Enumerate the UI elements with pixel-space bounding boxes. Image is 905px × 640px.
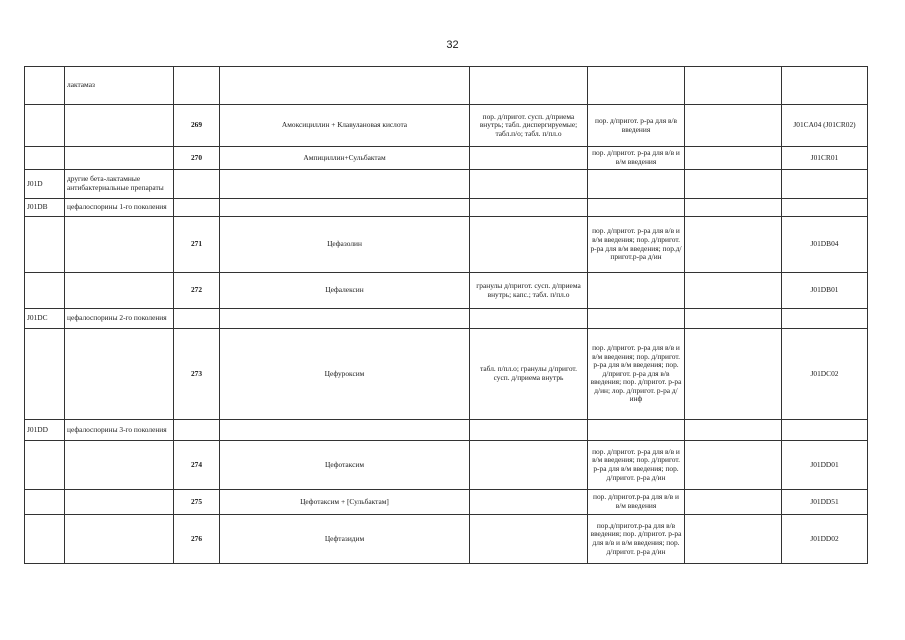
dosage-form-injection <box>588 199 685 217</box>
atc-code: J01DB01 <box>782 273 868 309</box>
row-number: 275 <box>174 490 220 515</box>
empty-cell <box>685 329 782 420</box>
dosage-form <box>470 309 588 329</box>
drug-name <box>220 309 470 329</box>
empty-cell <box>685 309 782 329</box>
atc-code <box>782 67 868 105</box>
atc-group-name <box>65 515 174 564</box>
table-row <box>25 170 868 199</box>
dosage-form <box>470 199 588 217</box>
dosage-form <box>470 515 588 564</box>
dosage-form <box>470 441 588 490</box>
atc-group-code: J01D <box>25 170 65 199</box>
dosage-form <box>470 490 588 515</box>
row-number: 269 <box>174 105 220 147</box>
drug-name <box>220 199 470 217</box>
empty-cell <box>685 67 782 105</box>
dosage-form-injection <box>588 67 685 105</box>
atc-group-code <box>25 105 65 147</box>
atc-group-code <box>25 67 65 105</box>
atc-group-name <box>65 329 174 420</box>
row-number <box>174 199 220 217</box>
row-number: 270 <box>174 147 220 170</box>
atc-group-code <box>25 273 65 309</box>
atc-code <box>782 170 868 199</box>
table-row <box>25 67 868 105</box>
atc-code: J01CA04 (J01CR02) <box>782 105 868 147</box>
empty-cell <box>685 515 782 564</box>
drug-name <box>220 420 470 441</box>
table-row <box>25 329 868 420</box>
page-number: 32 <box>446 39 459 51</box>
table-row <box>25 441 868 490</box>
atc-code: J01DD01 <box>782 441 868 490</box>
empty-cell <box>685 170 782 199</box>
row-number <box>174 67 220 105</box>
drug-name: Цефуроксим <box>220 329 470 420</box>
atc-code <box>782 199 868 217</box>
empty-cell <box>685 490 782 515</box>
row-number: 274 <box>174 441 220 490</box>
atc-group-code: J01DD <box>25 420 65 441</box>
table-row <box>25 420 868 441</box>
drug-table <box>24 66 868 564</box>
atc-group-name <box>65 441 174 490</box>
atc-code: J01DB04 <box>782 217 868 273</box>
dosage-form-injection: пор. д/пригот. р-ра для в/в и в/м введения; пор. д/пригот. р-ра для в/м введения; пор. д/пригот. р-ра д/ин <box>588 441 685 490</box>
atc-group-name: цефалоспорины 2-го поколения <box>65 309 174 329</box>
drug-name: Амоксициллин + Клавулановая кислота <box>220 105 470 147</box>
table-row <box>25 515 868 564</box>
dosage-form-injection <box>588 273 685 309</box>
drug-name <box>220 67 470 105</box>
row-number: 271 <box>174 217 220 273</box>
atc-group-name <box>65 273 174 309</box>
atc-group-code <box>25 515 65 564</box>
table-row <box>25 490 868 515</box>
row-number <box>174 420 220 441</box>
empty-cell <box>685 147 782 170</box>
empty-cell <box>685 273 782 309</box>
atc-group-name <box>65 490 174 515</box>
atc-group-name: другие бета-лактамные антибактериальные препараты <box>65 170 174 199</box>
dosage-form: пор. д/пригот. сусп. д/приема внутрь; табл. диспергируемые; табл.п/о; табл. п/пл.о <box>470 105 588 147</box>
atc-code: J01DD51 <box>782 490 868 515</box>
atc-group-name: цефалоспорины 1-го поколения <box>65 199 174 217</box>
table-row <box>25 309 868 329</box>
dosage-form-injection: пор. д/пригот. р-ра для в/в и в/м введения <box>588 147 685 170</box>
dosage-form <box>470 217 588 273</box>
empty-cell <box>685 420 782 441</box>
drug-name: Ампициллин+Сульбактам <box>220 147 470 170</box>
dosage-form <box>470 170 588 199</box>
table-row <box>25 105 868 147</box>
dosage-form-injection: пор. д/пригот.р-ра для в/в и в/м введения <box>588 490 685 515</box>
atc-group-name <box>65 105 174 147</box>
dosage-form <box>470 147 588 170</box>
drug-name: Цефотаксим <box>220 441 470 490</box>
drug-name: Цефотаксим + [Сульбактам] <box>220 490 470 515</box>
dosage-form-injection: пор.д/пригот.р-ра для в/в введения; пор. д/пригот. р-ра для в/в и в/м введения; пор. д/пригот. р-ра д/ин <box>588 515 685 564</box>
dosage-form-injection <box>588 170 685 199</box>
empty-cell <box>685 105 782 147</box>
atc-group-code <box>25 329 65 420</box>
atc-code: J01DD02 <box>782 515 868 564</box>
empty-cell <box>685 199 782 217</box>
row-number: 272 <box>174 273 220 309</box>
table-row <box>25 217 868 273</box>
atc-code: J01DC02 <box>782 329 868 420</box>
table-row <box>25 199 868 217</box>
row-number <box>174 309 220 329</box>
dosage-form-injection: пор. д/пригот. р-ра для в/в и в/м введения; пор. д/пригот. р-ра для в/м введения; пор.д/пригот.р-ра д/ин <box>588 217 685 273</box>
atc-group-code: J01DB <box>25 199 65 217</box>
empty-cell <box>685 441 782 490</box>
atc-code <box>782 309 868 329</box>
drug-name <box>220 170 470 199</box>
drug-name: Цефалексин <box>220 273 470 309</box>
atc-group-name <box>65 217 174 273</box>
dosage-form: табл. п/пл.о; гранулы д/пригот. сусп. д/приема внутрь <box>470 329 588 420</box>
row-number <box>174 170 220 199</box>
atc-group-code <box>25 147 65 170</box>
atc-code: J01CR01 <box>782 147 868 170</box>
atc-group-code <box>25 217 65 273</box>
row-number: 276 <box>174 515 220 564</box>
dosage-form: гранулы д/пригот. сусп. д/приема внутрь; капс.; табл. п/пл.о <box>470 273 588 309</box>
atc-group-name: цефалоспорины 3-го поколения <box>65 420 174 441</box>
atc-group-code: J01DC <box>25 309 65 329</box>
atc-group-name: лактамаз <box>65 67 174 105</box>
drug-name: Цефтазидим <box>220 515 470 564</box>
dosage-form-injection <box>588 309 685 329</box>
dosage-form-injection: пор. д/пригот. р-ра для в/в введения <box>588 105 685 147</box>
table-row <box>25 147 868 170</box>
dosage-form-injection: пор. д/пригот. р-ра для в/в и в/м введения; пор. д/пригот. р-ра для в/м введения; пор. д/пригот. р-ра для в/в введения; пор. д/пригот. р-ра д/ин; лор. д/пригот. р-ра д/инф <box>588 329 685 420</box>
atc-group-code <box>25 490 65 515</box>
table-row <box>25 273 868 309</box>
drug-name: Цефазолин <box>220 217 470 273</box>
atc-group-name <box>65 147 174 170</box>
dosage-form <box>470 67 588 105</box>
dosage-form-injection <box>588 420 685 441</box>
empty-cell <box>685 217 782 273</box>
atc-group-code <box>25 441 65 490</box>
dosage-form <box>470 420 588 441</box>
row-number: 273 <box>174 329 220 420</box>
atc-code <box>782 420 868 441</box>
